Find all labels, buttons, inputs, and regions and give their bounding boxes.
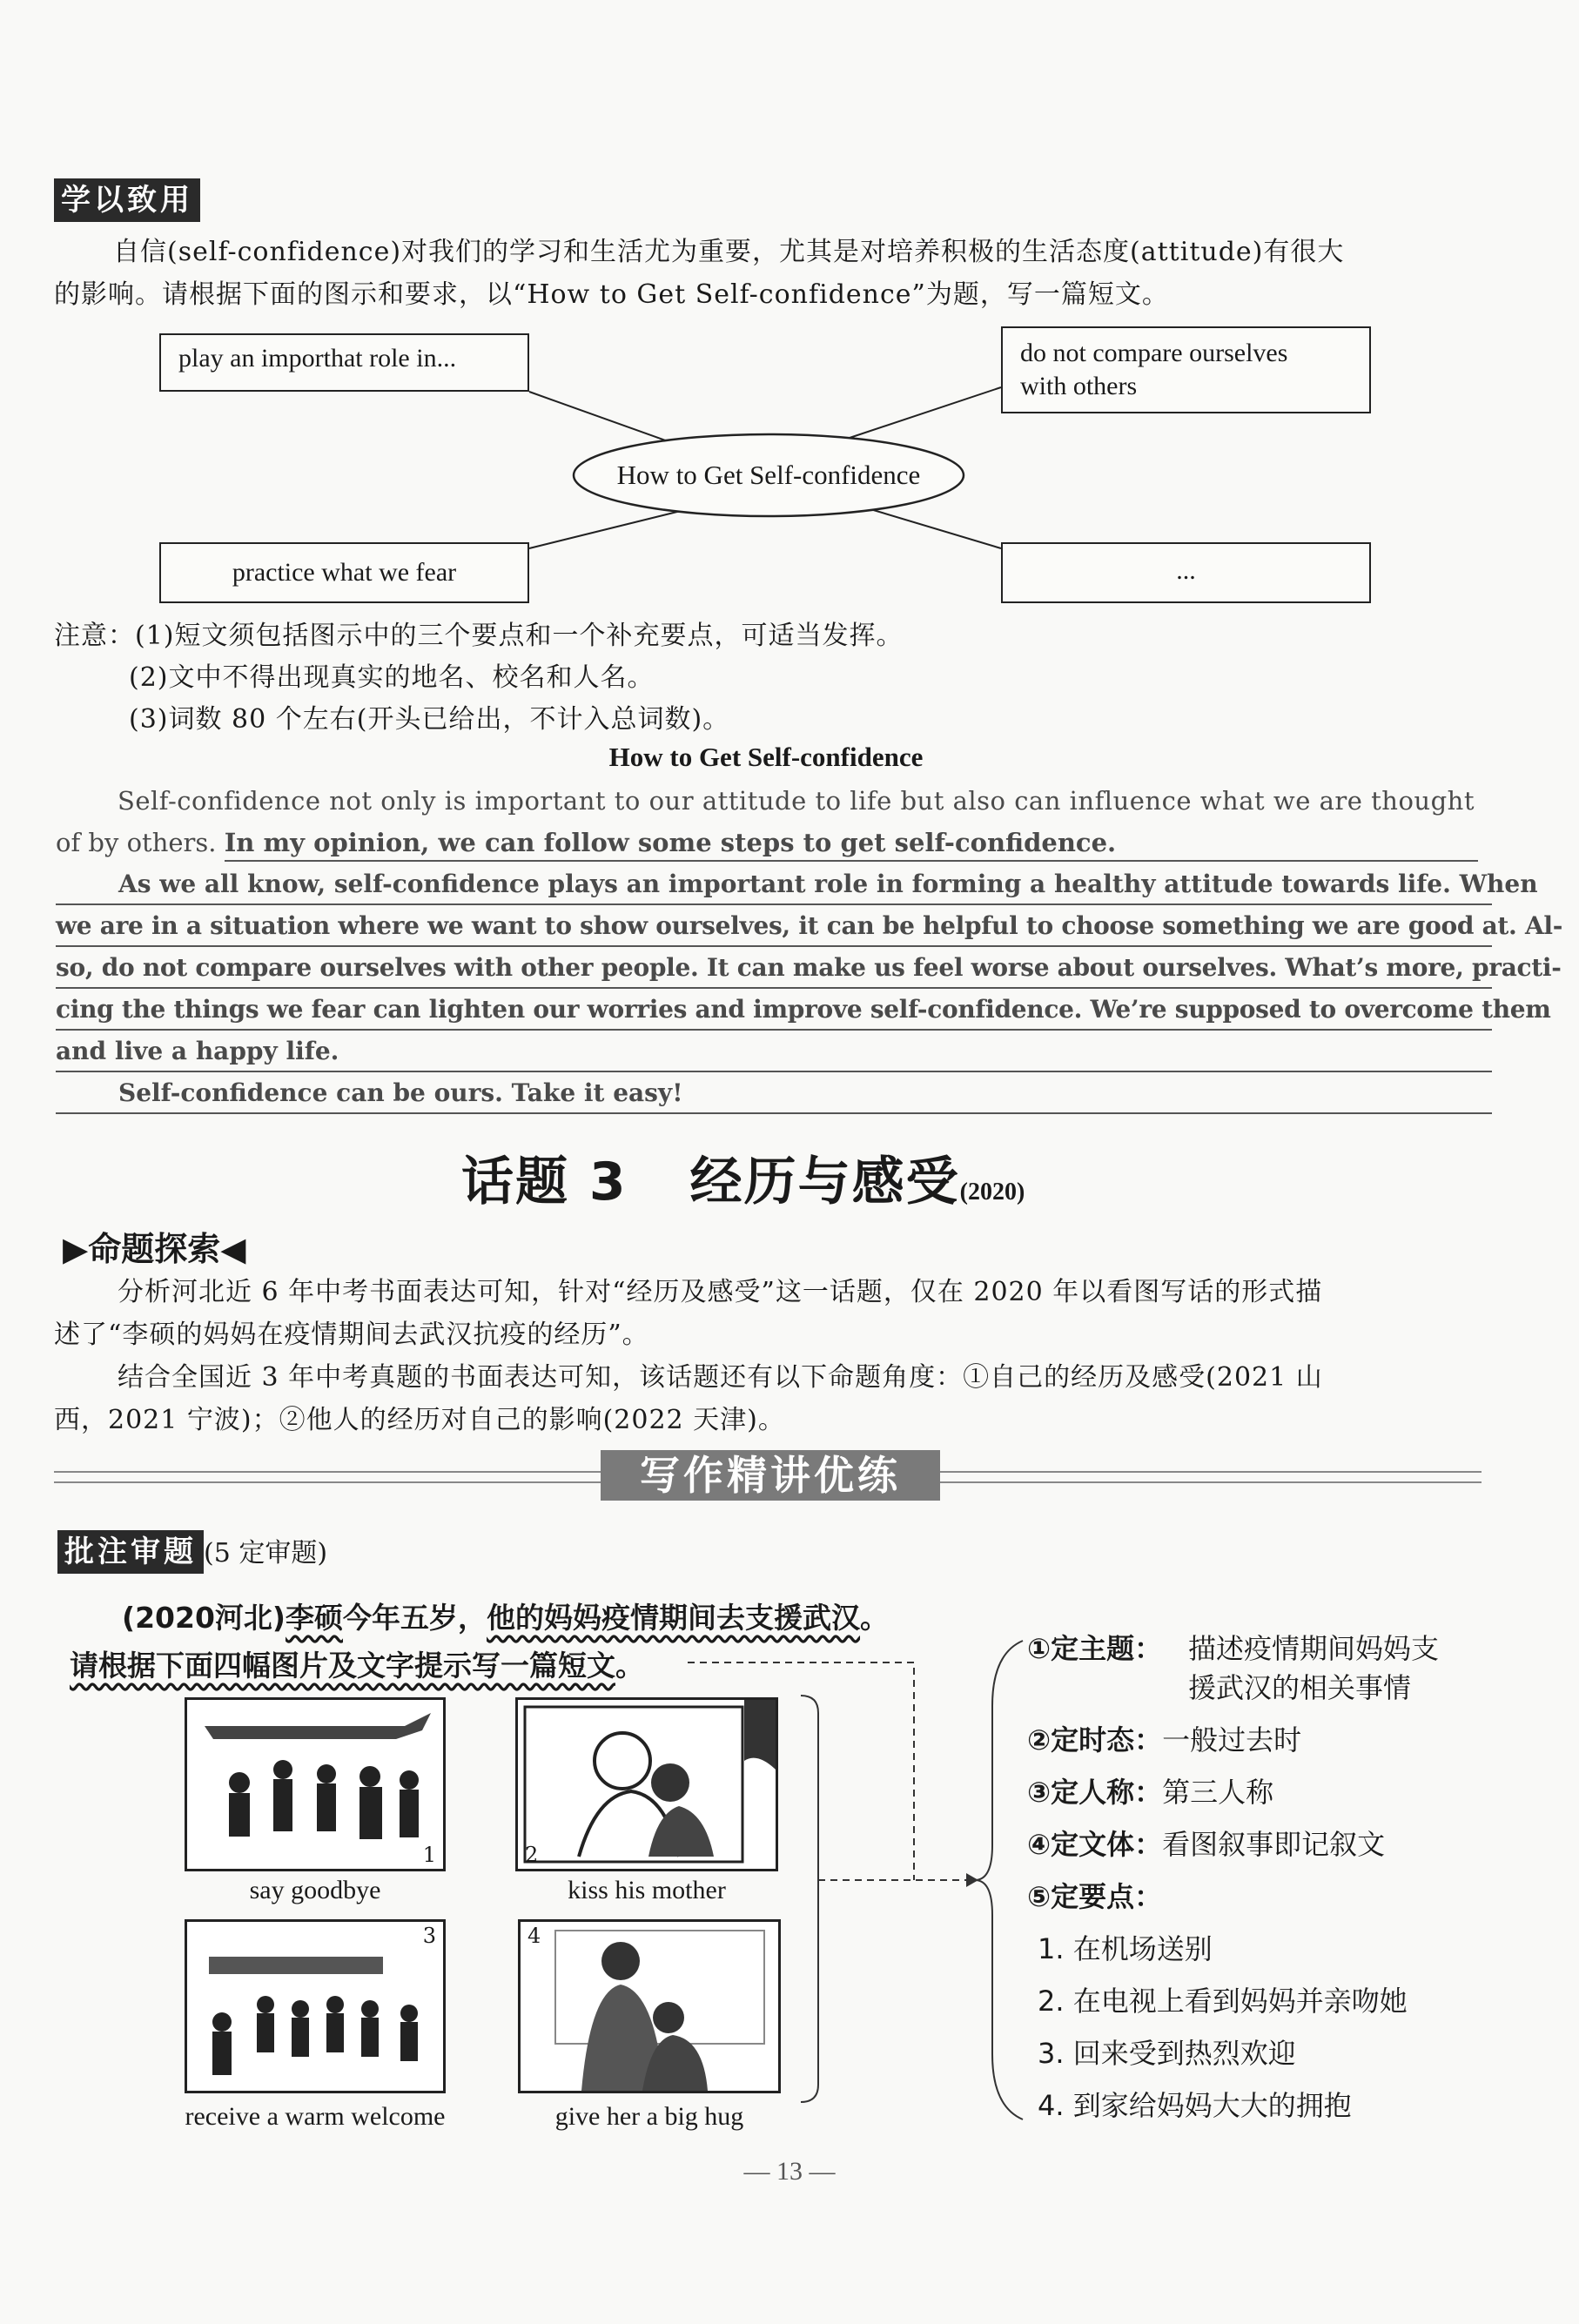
person-row bbox=[1027, 1774, 1273, 1810]
essay-line-6: cing the things we fear can lighten our worries and improve self-confidence. We’re supposed to overcome them bbox=[56, 989, 1492, 1031]
essay-line-2a: of by others. bbox=[56, 828, 225, 857]
essay-line-5: so, do not compare ourselves with other people. It can make us feel worse about ourselves. What’s more, practi- bbox=[56, 947, 1492, 989]
essay-line-4: we are in a situation where we want to show ourselves, it can be helpful to choose something we are good at. Al- bbox=[56, 905, 1492, 947]
triangle-left-icon: ◀ bbox=[220, 1230, 246, 1268]
review-tag: 批注审题 bbox=[57, 1530, 204, 1574]
picture-3-number: 3 bbox=[422, 1924, 436, 1948]
mindmap-bottom-right-text: ... bbox=[1176, 556, 1196, 585]
point-3: 3. 回来受到热烈欢迎 bbox=[1038, 2037, 1296, 2070]
section-tag: 学以致用 bbox=[54, 178, 200, 222]
mindmap-center: How to Get Self-confidence bbox=[616, 460, 921, 490]
essay-line-3: As we all know, self-confidence plays an important role in forming a healthy attitude towards life. When bbox=[56, 863, 1492, 905]
essay-title: How to Get Self-confidence bbox=[608, 742, 924, 772]
picture-4 bbox=[518, 1919, 781, 2093]
note-2: (2)文中不得出现真实的地名、校名和人名。 bbox=[129, 662, 655, 693]
mindmap-top-right-line2: with others bbox=[1020, 372, 1138, 400]
essay-line-7: and live a happy life. bbox=[56, 1031, 1492, 1072]
topic-year: (2020) bbox=[959, 1179, 1025, 1206]
tense-label: ②定时态： bbox=[1027, 1723, 1163, 1756]
airport-scene-illustration bbox=[187, 1700, 443, 1869]
tense-row bbox=[1027, 1722, 1301, 1758]
page-number: — 13 — bbox=[743, 2157, 836, 2186]
tv-scene-illustration bbox=[518, 1700, 776, 1869]
essay-line-1: Self-confidence not only is important to our attitude to life but also can influence what we are thought bbox=[118, 786, 1475, 816]
picture-1-caption: say goodbye bbox=[249, 1876, 381, 1904]
style-value: 看图叙事即记叙文 bbox=[1162, 1828, 1386, 1861]
picture-3-caption: receive a warm welcome bbox=[185, 2102, 446, 2131]
welcome-scene-illustration bbox=[187, 1922, 443, 2091]
prompt-name: 李硕 bbox=[286, 1601, 344, 1635]
point-2: 2. 在电视上看到妈妈并亲吻她 bbox=[1038, 1985, 1408, 2018]
picture-3 bbox=[185, 1919, 446, 2093]
essay-line-8: Self-confidence can be ours. Take it easy! bbox=[56, 1072, 1492, 1114]
picture-2-number: 2 bbox=[525, 1843, 539, 1867]
theme-line1: 描述疫情期间妈妈支 bbox=[1188, 1632, 1440, 1665]
picture-4-caption: give her a big hug bbox=[554, 2102, 744, 2131]
style-row bbox=[1027, 1826, 1385, 1863]
intro-line-2: 的影响。请根据下面的图示和要求，以“How to Get Self-confidence”为题，写一篇短文。 bbox=[54, 279, 1169, 310]
theme-label: ①定主题： bbox=[1027, 1632, 1163, 1665]
review-sub: (5 定审题) bbox=[204, 1538, 328, 1568]
prompt-mother: 他的妈妈疫情期间去支援武汉 bbox=[487, 1601, 861, 1635]
mindmap-bottom-left-text: practice what we fear bbox=[232, 558, 457, 587]
person-value: 第三人称 bbox=[1162, 1776, 1274, 1809]
theme-line2: 援武汉的相关事情 bbox=[1188, 1671, 1412, 1704]
picture-1 bbox=[185, 1697, 446, 1871]
note-1: 注意：(1)短文须包括图示中的三个要点和一个补充要点，可适当发挥。 bbox=[54, 621, 904, 651]
prompt-period: 。 bbox=[860, 1601, 890, 1635]
tense-value: 一般过去时 bbox=[1162, 1723, 1302, 1756]
mindmap-top-left-text: play an importhat role in... bbox=[178, 344, 457, 373]
explore-p1-line2: 述了“李硕的妈妈在疫情期间去武汉抗疫的经历”。 bbox=[54, 1320, 649, 1350]
triangle-right-icon: ▶ bbox=[63, 1230, 89, 1268]
banner-title: 写作精讲优练 bbox=[601, 1450, 940, 1501]
person-label: ③定人称： bbox=[1027, 1776, 1163, 1809]
essay-line-2b: In my opinion, we can follow some steps to get self-confidence. bbox=[225, 822, 1478, 862]
point-1: 1. 在机场送别 bbox=[1038, 1932, 1213, 1965]
topic-title-number: 话题 3 bbox=[461, 1152, 628, 1212]
prompt-instruction: 请根据下面四幅图片及文字提示写一篇短文 bbox=[70, 1649, 615, 1683]
picture-1-number: 1 bbox=[422, 1843, 436, 1867]
hug-scene-illustration bbox=[521, 1922, 778, 2091]
topic-title-name: 经历与感受 bbox=[689, 1152, 960, 1212]
picture-2-caption: kiss his mother bbox=[568, 1876, 726, 1904]
prompt-source: (2020河北) bbox=[122, 1601, 286, 1635]
point-4: 4. 到家给妈妈大大的拥抱 bbox=[1038, 2089, 1352, 2122]
explore-p2-line2: 西，2021 宁波)；②他人的经历对自己的影响(2022 天津)。 bbox=[54, 1405, 785, 1435]
mindmap-top-right-line1: do not compare ourselves bbox=[1020, 339, 1288, 367]
picture-2 bbox=[515, 1697, 778, 1871]
explore-p2-line1: 结合全国近 3 年中考真题的书面表达可知，该话题还有以下命题角度：①自己的经历及感受(2021 山 bbox=[118, 1362, 1323, 1393]
picture-4-number: 4 bbox=[527, 1924, 541, 1948]
explore-p1-line1: 分析河北近 6 年中考书面表达可知，针对“经历及感受”这一话题，仅在 2020 年以看图写话的形式描 bbox=[118, 1277, 1323, 1307]
explore-label: 命题探索 bbox=[88, 1230, 221, 1268]
prompt-period-2: 。 bbox=[615, 1649, 644, 1683]
style-label: ④定文体： bbox=[1027, 1828, 1163, 1861]
points-label: ⑤定要点： bbox=[1027, 1880, 1163, 1913]
prompt-age: 今年五岁， bbox=[343, 1601, 487, 1635]
intro-line-1: 自信(self-confidence)对我们的学习和生活尤为重要，尤其是对培养积极的生活态度(attitude)有很大 bbox=[113, 237, 1345, 267]
note-3: (3)词数 80 个左右(开头已给出，不计入总词数)。 bbox=[129, 704, 730, 735]
